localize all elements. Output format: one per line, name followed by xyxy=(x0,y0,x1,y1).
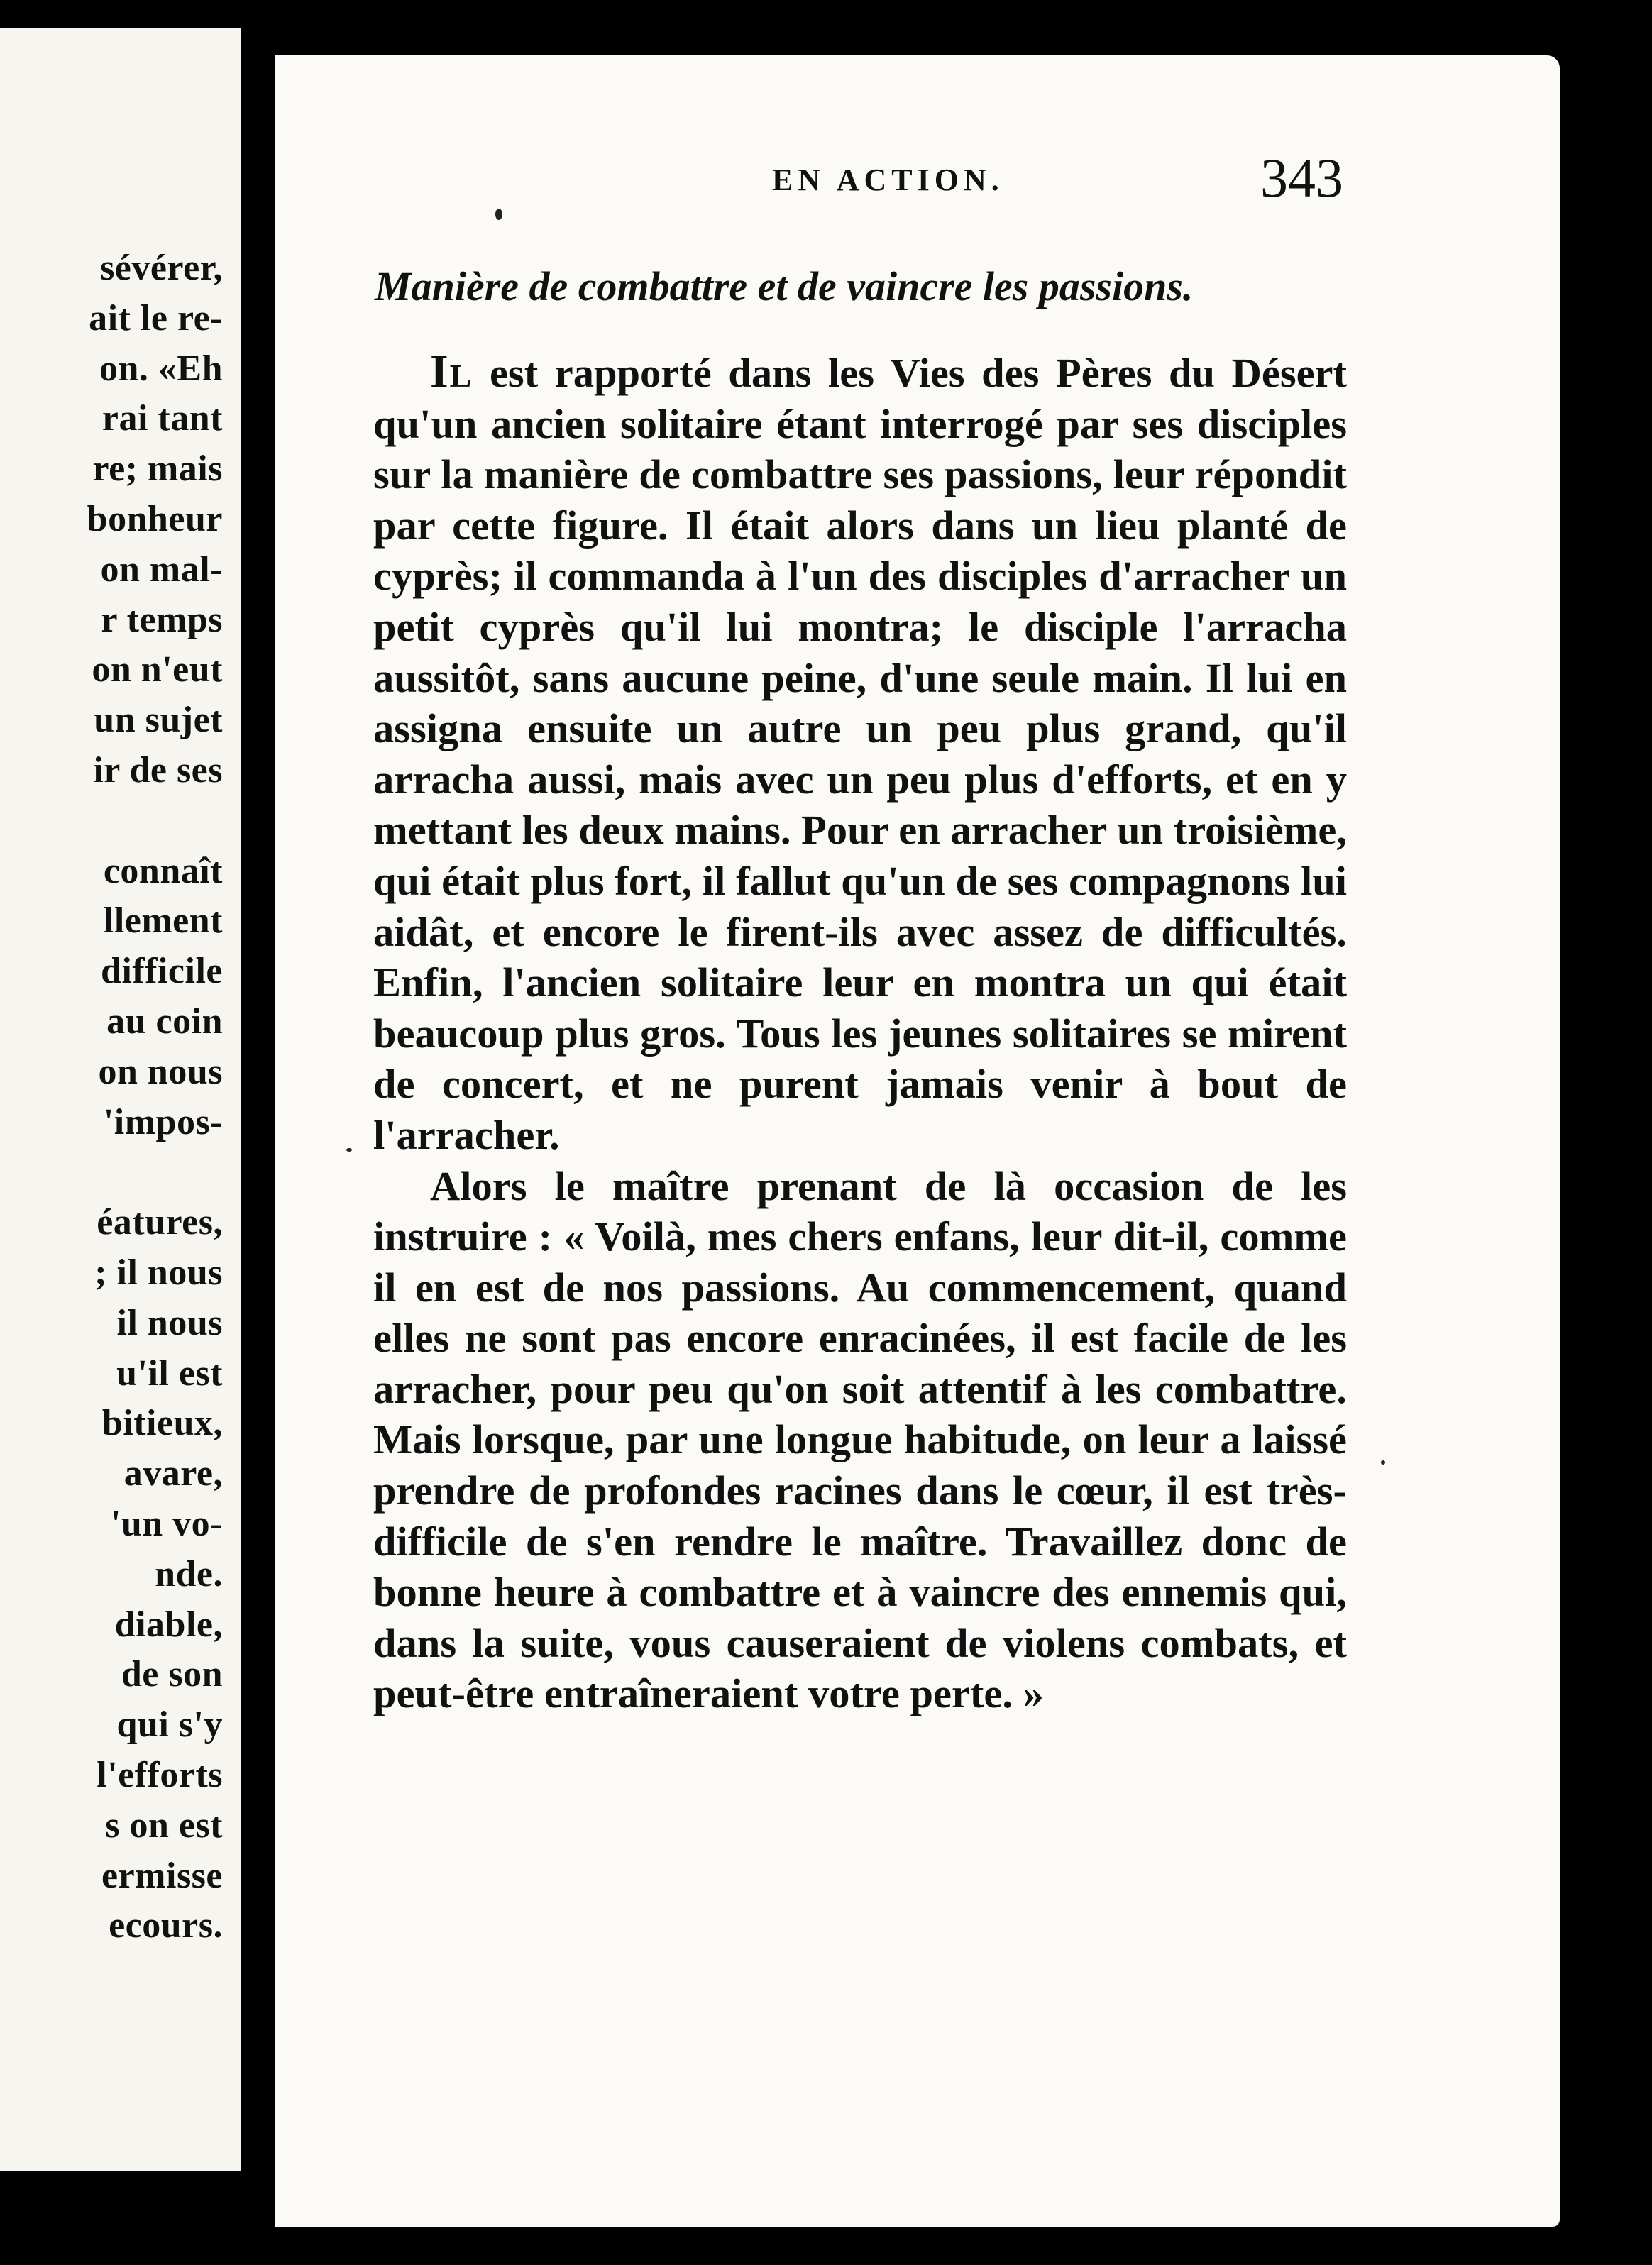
book-page xyxy=(275,55,1560,2227)
left-page-line: au coin xyxy=(106,1001,223,1042)
left-page-line: l'efforts xyxy=(97,1755,223,1795)
left-page-line: connaît xyxy=(103,850,223,891)
paragraph-1-text: est rapporté dans les Vies des Pères du Désert qu'un ancien solitaire étant interrogé par ses disciples sur la manière de combattre ses passions, leur répondit par cette figure. Il était alors dans un lieu planté de cyprès; il commanda à l'un des disciples d'arracher un petit cyprès qu'il lui montra; le disciple l'arracha aussitôt, sans aucune peine, d'une seule main. Il lui en assigna ensuite un autre un peu plus grand, qu'il arracha aussi, mais avec un peu plus d'efforts, et en y mettant les deux mains. Pour en arracher un troisième, qui était plus fort, il fallut qu'un de ses compagnons lui aidât, et encore le firent-ils avec assez de difficultés. Enfin, l'ancien solitaire leur en montra un qui était beaucoup plus gros. Tous les jeunes solitaires se mirent de concert, et ne purent jamais venir à bout de l'arracher. xyxy=(373,350,1347,1158)
left-page-line: ; il nous xyxy=(94,1252,223,1293)
body-text xyxy=(373,346,1347,1719)
page-number: 343 xyxy=(1260,147,1343,209)
scan-speck xyxy=(346,1148,352,1152)
left-page-line: ecours. xyxy=(109,1905,223,1946)
left-page-line: llement xyxy=(103,900,223,942)
paragraph-2: Alors le maître prenant de là occasion de les instruire : « Voilà, mes chers enfans, leur dit-il, comme il en est de nos passions. Au commencement, quand elles ne sont pas encore enracinées, il est facile de les arracher, pour peu qu'on soit attentif à les combattre. Mais lorsque, par une longue habitude, on leur a laissé prendre de profondes racines dans le cœur, il est très-difficile de s'en rendre le maître. Travaillez donc de bonne heure à combattre et à vaincre des ennemis qui, dans la suite, vous causeraient de violens combats, et peut-être entraîneraient votre perte. » xyxy=(373,1162,1347,1717)
left-page-line: on mal- xyxy=(100,549,223,590)
left-page-line: on nous xyxy=(98,1051,223,1092)
left-page-line: de son xyxy=(121,1654,223,1695)
scan-speck xyxy=(1381,1460,1385,1465)
left-page-line: qui s'y xyxy=(116,1704,223,1746)
running-head: EN ACTION. xyxy=(772,162,1004,197)
left-page-line: ait le re- xyxy=(89,297,223,338)
left-page-line: bitieux, xyxy=(101,1403,223,1444)
scan-speck xyxy=(495,209,502,220)
left-page-line: nde. xyxy=(155,1553,223,1594)
left-page-line: ermisse xyxy=(101,1855,223,1896)
section-title: Manière de combattre et de vaincre les passions. xyxy=(375,263,1194,309)
left-page-line: diable, xyxy=(114,1604,223,1645)
left-page-line: rai tant xyxy=(101,398,223,439)
paragraph-1 xyxy=(373,346,1347,1161)
left-page-line: un sujet xyxy=(94,700,223,741)
left-page-line: bonheur xyxy=(87,499,223,539)
left-page-line: 'impos- xyxy=(103,1101,223,1142)
left-page-line: s on est xyxy=(105,1804,223,1846)
left-page-line: sévérer, xyxy=(100,248,223,288)
left-page-line: re; mais xyxy=(92,448,223,490)
left-page-line: éatures, xyxy=(97,1202,223,1243)
left-page-line: r temps xyxy=(101,599,223,640)
left-page-line: ir de ses xyxy=(93,750,223,790)
drop-cap: Il xyxy=(430,346,473,397)
left-page-line: on. «Eh xyxy=(99,348,223,389)
left-page-line: on n'eut xyxy=(92,649,223,690)
left-page-line: avare, xyxy=(123,1453,223,1494)
left-page-line: difficile xyxy=(100,951,223,992)
left-page-line: u'il est xyxy=(116,1352,223,1394)
page-gutter xyxy=(241,50,275,2221)
left-page-line: 'un vo- xyxy=(110,1504,223,1544)
left-page-line: il nous xyxy=(116,1302,223,1343)
left-facing-page xyxy=(0,28,241,2171)
